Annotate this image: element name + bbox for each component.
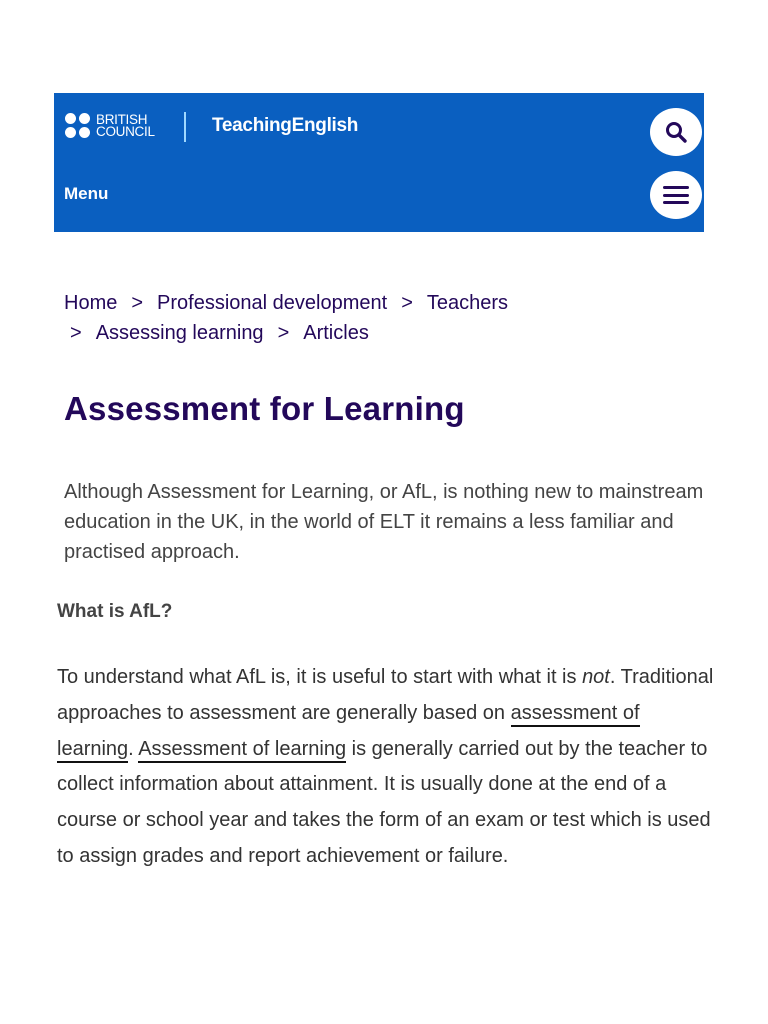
menu-label[interactable]: Menu: [64, 184, 109, 203]
logo-line-2: COUNCIL: [96, 123, 155, 139]
logo-wordmark: [96, 111, 155, 139]
british-council-logo[interactable]: [65, 113, 155, 138]
site-header: [54, 93, 704, 232]
article-intro: Although Assessment for Learning, or AfL, is nothing new to mainstream education in the UK, in the world of ELT it remains a less familiar and practised approach.: [64, 481, 704, 563]
search-icon: [664, 120, 688, 144]
breadcrumb-professional-development[interactable]: Professional development: [157, 292, 388, 314]
paragraph-text: To understand what AfL is, it is useful to start with what it is: [57, 666, 583, 688]
article-paragraph: [57, 660, 717, 875]
paragraph-text: . Traditional approaches to assessment are generally based on: [57, 666, 714, 724]
logo-line-1: BRITISH: [96, 111, 148, 127]
breadcrumb-separator: >: [277, 322, 290, 344]
breadcrumb-assessing-learning[interactable]: Assessing learning: [95, 322, 264, 344]
paragraph-text: .: [128, 737, 139, 760]
link-assessment-of-learning[interactable]: assessment of learning: [57, 702, 640, 763]
section-heading: What is AfL?: [57, 601, 173, 622]
breadcrumb-separator: >: [131, 292, 144, 314]
logo-divider: [184, 112, 186, 142]
breadcrumb-line-2: [64, 318, 724, 348]
link-assessment-of-learning-2[interactable]: Assessment of learning: [138, 738, 346, 763]
hamburger-icon: [663, 186, 689, 204]
breadcrumb-articles[interactable]: Articles: [303, 322, 369, 344]
breadcrumb-separator: >: [70, 322, 82, 344]
logo-dots-icon: [65, 113, 90, 138]
breadcrumb: [64, 288, 724, 348]
search-button[interactable]: [650, 108, 702, 156]
paragraph-emphasis: not: [582, 666, 610, 688]
breadcrumb-separator: >: [401, 292, 413, 314]
menu-button[interactable]: [650, 171, 702, 219]
site-name-link[interactable]: TeachingEnglish: [212, 115, 359, 136]
breadcrumb-teachers[interactable]: Teachers: [426, 292, 509, 314]
paragraph-text: is generally carried out by the teacher to collect information about attainment. It is usually done at the end of a course or school year and takes the form of an exam or test which is used to assign grades and report achievement or failure.: [57, 737, 711, 867]
page-title: Assessment for Learning: [64, 390, 465, 427]
breadcrumb-line-1: [64, 288, 724, 318]
breadcrumb-home[interactable]: Home: [64, 292, 118, 314]
